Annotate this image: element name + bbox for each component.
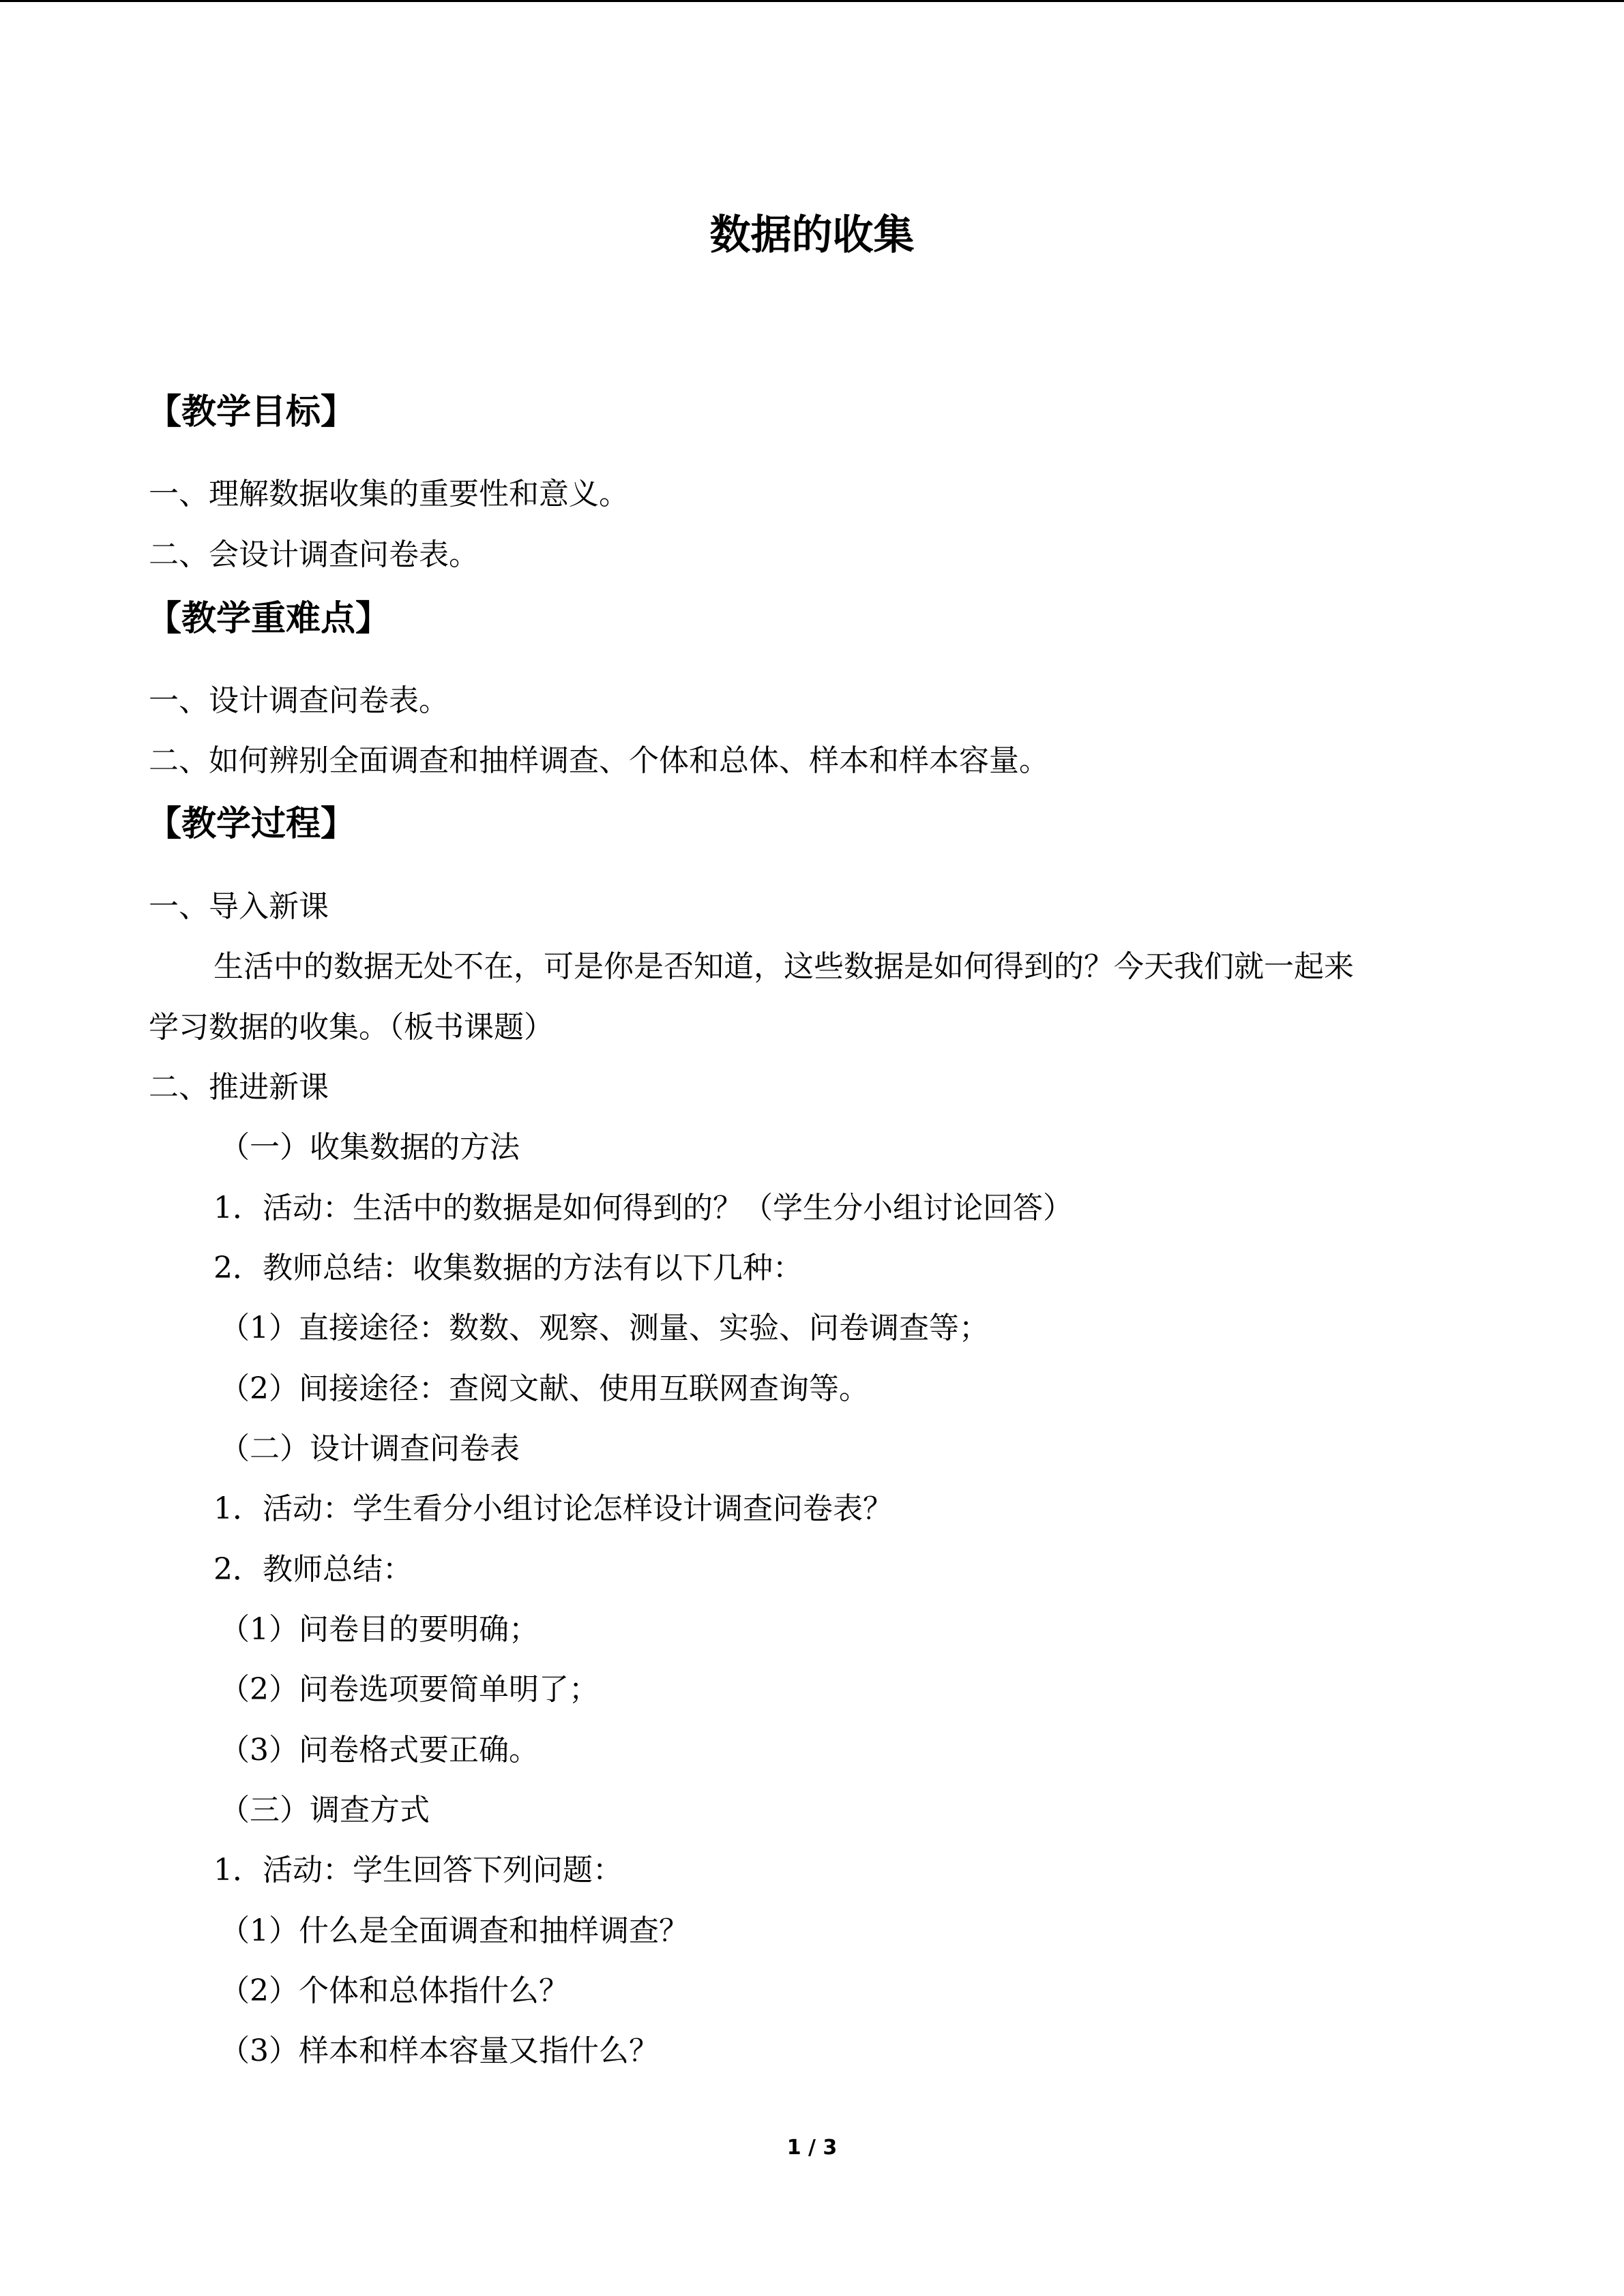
top-border-rule [0, 0, 1624, 2]
methods-summary-line: 2．教师总结：收集数据的方法有以下几种： [213, 1251, 803, 1285]
objective-line-1: 一、理解数据收集的重要性和意义。 [149, 477, 629, 511]
methods-item-2: （2）间接途径：查阅文献、使用互联网查询等。 [220, 1371, 869, 1406]
survey-activity-line: 1．活动：学生回答下列问题： [213, 1853, 623, 1888]
questionnaire-activity-line: 1．活动：学生看分小组讨论怎样设计调查问卷表？ [213, 1491, 893, 1526]
questionnaire-summary-line: 2．教师总结： [213, 1552, 413, 1587]
subsection-heading-survey-methods: （三）调查方式 [220, 1793, 430, 1828]
page-number: 1 / 3 [786, 2136, 838, 2160]
questionnaire-item-2: （2）问卷选项要简单明了； [220, 1672, 599, 1707]
document-title: 数据的收集 [709, 211, 915, 259]
survey-question-2: （2）个体和总体指什么？ [220, 1973, 569, 2008]
subsection-heading-questionnaire: （二）设计调查问卷表 [220, 1431, 520, 1466]
process-paragraph-line-2: 学习数据的收集。（板书课题） [149, 1010, 554, 1045]
section-heading-objectives: 【教学目标】 [147, 392, 356, 432]
process-line-intro: 一、导入新课 [149, 889, 329, 924]
survey-question-1: （1）什么是全面调查和抽样调查？ [220, 1913, 689, 1948]
key-point-line-2: 二、如何辨别全面调查和抽样调查、个体和总体、样本和样本容量。 [149, 743, 1049, 778]
survey-question-3: （3）样本和样本容量又指什么？ [220, 2033, 659, 2068]
key-point-line-1: 一、设计调查问卷表。 [149, 683, 449, 718]
questionnaire-item-1: （1）问卷目的要明确； [220, 1612, 539, 1647]
process-paragraph-line-1: 生活中的数据无处不在，可是你是否知道，这些数据是如何得到的？今天我们就一起来 [213, 949, 1354, 984]
section-heading-process: 【教学过程】 [147, 804, 356, 844]
subsection-heading-methods: （一）收集数据的方法 [220, 1130, 520, 1165]
questionnaire-item-3: （3）问卷格式要正确。 [220, 1733, 539, 1768]
methods-item-1: （1）直接途径：数数、观察、测量、实验、问卷调查等； [220, 1311, 989, 1345]
objective-line-2: 二、会设计调查问卷表。 [149, 537, 479, 572]
section-heading-key-points: 【教学重难点】 [147, 599, 391, 639]
methods-activity-line: 1．活动：生活中的数据是如何得到的？（学生分小组讨论回答） [213, 1191, 1073, 1225]
process-line-new-lesson: 二、推进新课 [149, 1070, 329, 1105]
